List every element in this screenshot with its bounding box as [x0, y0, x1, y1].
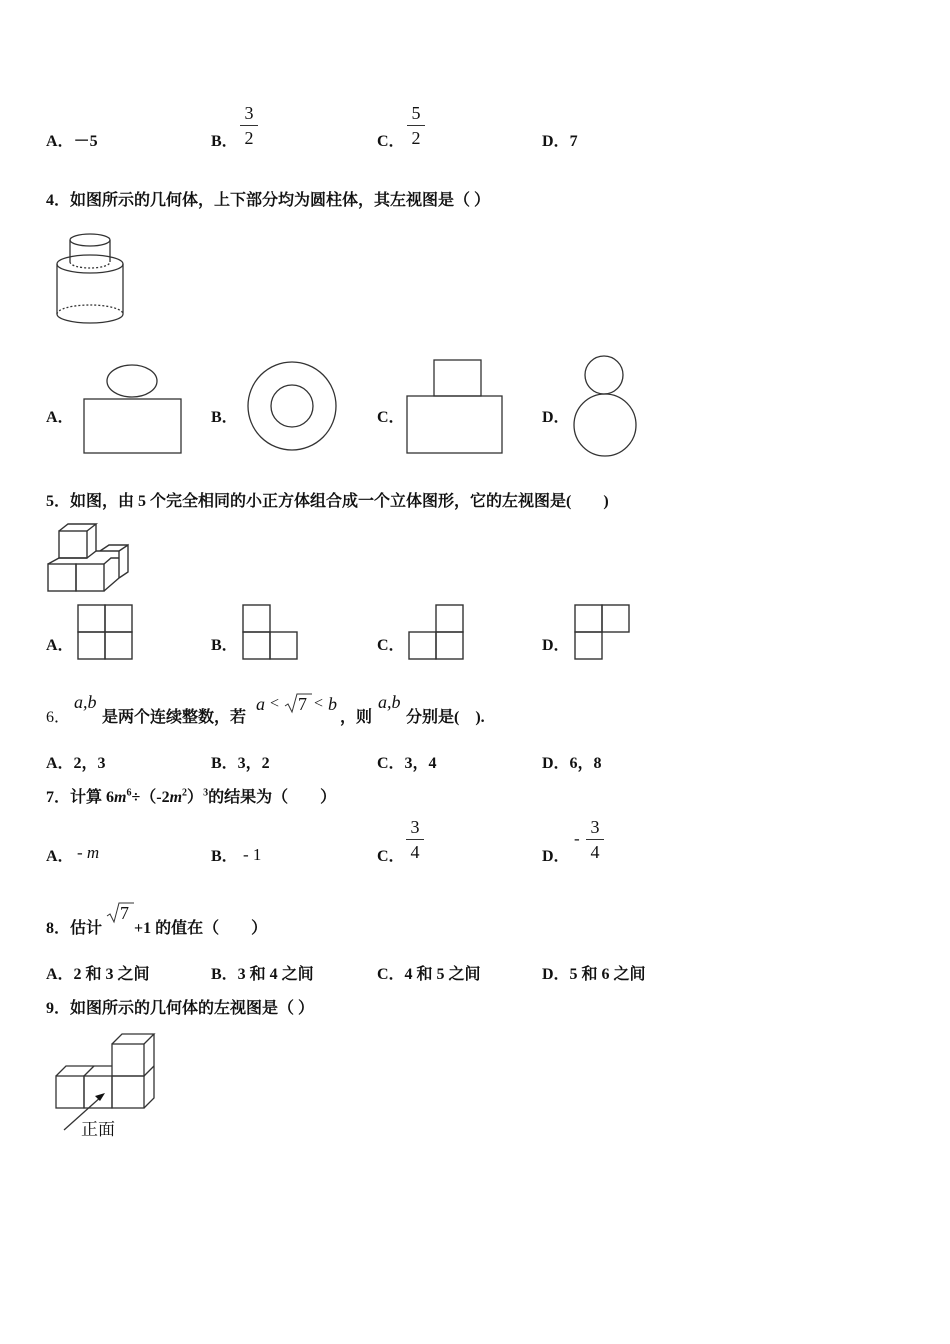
- q5-option-c-label: C．: [377, 637, 405, 654]
- q5-stem: 5．如图，由 5 个完全相同的小正方体组合成一个立体图形，它的左视图是( ): [46, 493, 609, 510]
- q8-stem: 8．估计 7 +1 的值在（ ）: [46, 900, 446, 934]
- q8-option-d: D．5 和 6 之间: [542, 966, 646, 983]
- q4-option-b-figure: [245, 360, 340, 455]
- q6-option-b: B．3，2: [211, 755, 270, 772]
- q7-option-d-sign: -: [574, 829, 580, 848]
- q6-option-c: C．3，4: [377, 755, 437, 772]
- q3-option-c-fraction: 5 2: [407, 103, 425, 148]
- q5-option-a-figure: [76, 603, 136, 663]
- q5-option-b-figure: [241, 603, 301, 663]
- q8-option-b: B．3 和 4 之间: [211, 966, 314, 983]
- q7-option-b-label: B．: [211, 848, 238, 865]
- q9-front-label: 正面: [81, 1120, 115, 1140]
- q4-stem: 4．如图所示的几何体，上下部分均为圆柱体，其左视图是（ ）: [46, 192, 491, 209]
- q5-option-a-label: A．: [46, 637, 74, 654]
- q5-option-d-label: D．: [542, 637, 570, 654]
- q9-stem: 9．如图所示的几何体的左视图是（ ）: [46, 1000, 315, 1017]
- q3-option-b-fraction: 3 2: [240, 103, 258, 148]
- q5-cubes-figure: [45, 520, 130, 595]
- q3-option-d: D．7: [542, 133, 578, 150]
- q6-option-d: D．6，8: [542, 755, 602, 772]
- q8-option-c: C．4 和 5 之间: [377, 966, 481, 983]
- q7-option-c-label: C．: [377, 848, 405, 865]
- q7-option-a-label: A．: [46, 848, 74, 865]
- q7-option-b-value: - 1: [243, 845, 262, 864]
- q7-option-a-value: - m: [77, 843, 100, 862]
- q4-option-a-label: A．: [46, 409, 74, 426]
- q6-option-a: A．2，3: [46, 755, 106, 772]
- q4-option-b-label: B．: [211, 409, 238, 426]
- q5-option-d-figure: [573, 603, 633, 663]
- q7-stem: 7．计算 $6m^6\div(-2m^2)^3$的结果为（ ）: [46, 787, 337, 806]
- q7-option-d-label: D．: [542, 848, 570, 865]
- q4-option-a-figure: [80, 362, 185, 457]
- q4-option-d-label: D．: [542, 409, 570, 426]
- q3-option-a: A．－5: [46, 133, 98, 150]
- q5-option-c-figure: [407, 603, 467, 663]
- q3-option-b-label: B．: [211, 133, 238, 150]
- q6-stem: 6． a,b 是两个连续整数，若 a < 7 < b ，则 a,b 分别是( ).: [46, 692, 485, 726]
- q7-option-d-fraction: 3 4: [586, 817, 604, 862]
- q8-option-a: A．2 和 3 之间: [46, 966, 150, 983]
- q7-option-c-fraction: 3 4: [406, 817, 424, 862]
- q4-cylinder-figure: [50, 230, 130, 330]
- q4-option-d-figure: [570, 352, 640, 460]
- q5-option-b-label: B．: [211, 637, 238, 654]
- q3-option-c-label: C．: [377, 133, 405, 150]
- q4-option-c-figure: [405, 358, 505, 456]
- q4-option-c-label: C．: [377, 409, 405, 426]
